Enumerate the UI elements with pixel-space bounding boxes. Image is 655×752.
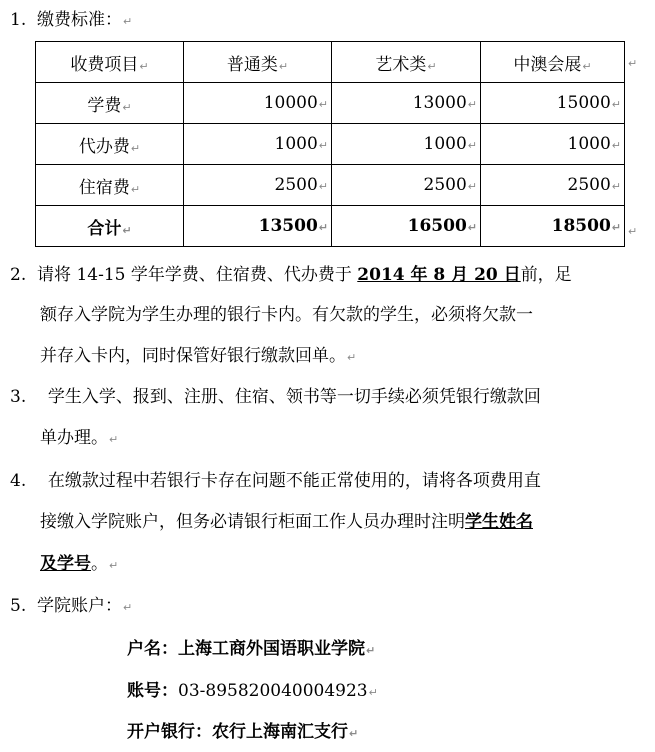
table-cell: 16500↵ — [332, 206, 481, 247]
section-2-line-2: 额存入学院为学生办理的银行卡内。有欠款的学生，必须将欠款一 — [40, 305, 533, 325]
table-header-cell: 中澳会展↵ — [481, 42, 625, 83]
section-1-title: 缴费标准： — [37, 10, 123, 30]
section-1-heading — [10, 9, 132, 33]
student-id-emphasis: 及学号 — [40, 554, 91, 574]
table-header-cell: 收费项目↵ — [36, 42, 184, 83]
account-name-line — [127, 638, 375, 662]
student-name-emphasis: 学生姓名 — [465, 512, 533, 532]
paragraph-mark-icon: ↵ — [347, 351, 357, 364]
account-bank-line — [127, 721, 358, 745]
section-3-line-2: 单办理。↵ — [40, 428, 119, 448]
table-cell: 2500↵ — [332, 165, 481, 206]
paragraph-mark-icon: ↵ — [123, 15, 133, 28]
section-2-text: 请将 14-15 学年学费、住宿费、代办费于 — [37, 265, 352, 285]
table-header-cell: 普通类↵ — [184, 42, 332, 83]
section-4-line-3: 及学号。↵ — [40, 554, 119, 574]
table-header-row — [36, 42, 625, 83]
table-row — [36, 165, 625, 206]
table-cell: 18500↵ — [481, 206, 625, 247]
section-2-number: 2. — [10, 265, 27, 285]
section-2-line-3: 并存入卡内，同时保管好银行缴款回单。↵ — [40, 346, 357, 366]
table-cell: 1000↵ — [332, 124, 481, 165]
account-number-line — [127, 680, 378, 704]
account-bank-label: 开户银行： — [127, 722, 212, 742]
account-name-label: 户名： — [127, 639, 178, 659]
account-number-value: 03-895820040004923 — [178, 681, 368, 701]
table-row — [36, 83, 625, 124]
table-row — [36, 124, 625, 165]
section-4-number: 4. — [10, 471, 27, 491]
section-5-title: 学院账户： — [37, 596, 123, 616]
section-2-text: 前，足 — [520, 265, 572, 285]
table-row-label: 合计↵ — [36, 206, 184, 247]
section-3-number: 3. — [10, 387, 27, 407]
section-4-line-1: 4. 在缴款过程中若银行卡存在问题不能正常使用的，请将各项费用直 — [10, 471, 541, 491]
table-row-label: 学费↵ — [36, 83, 184, 124]
section-2-line-1 — [10, 264, 572, 286]
account-name-value: 上海工商外国语职业学院 — [178, 639, 365, 659]
table-cell: 2500↵ — [184, 165, 332, 206]
account-bank-value: 农行上海南汇支行 — [212, 722, 348, 742]
section-5-heading — [10, 595, 132, 619]
table-cell: 13000↵ — [332, 83, 481, 124]
paragraph-mark-icon: ↵ — [349, 727, 359, 740]
paragraph-mark-icon: ↵ — [368, 686, 378, 699]
table-cell: 15000↵ — [481, 83, 625, 124]
paragraph-mark-icon: ↵ — [109, 433, 119, 446]
table-cell: 13500↵ — [184, 206, 332, 247]
paragraph-mark-icon: ↵ — [628, 225, 638, 238]
fee-table — [35, 41, 625, 247]
table-header-cell: 艺术类↵ — [332, 42, 481, 83]
table-cell: 1000↵ — [184, 124, 332, 165]
table-total-row — [36, 206, 625, 247]
table-cell: 2500↵ — [481, 165, 625, 206]
payment-deadline: 2014 年 8 月 20 日 — [357, 265, 521, 285]
paragraph-mark-icon: ↵ — [109, 559, 119, 572]
paragraph-mark-icon: ↵ — [366, 644, 376, 657]
paragraph-mark-icon: ↵ — [123, 601, 133, 614]
account-number-label: 账号： — [127, 681, 178, 701]
table-row-label: 代办费↵ — [36, 124, 184, 165]
table-row-label: 住宿费↵ — [36, 165, 184, 206]
table-cell: 1000↵ — [481, 124, 625, 165]
table-cell: 10000↵ — [184, 83, 332, 124]
section-4-line-2: 接缴入学院账户，但务必请银行柜面工作人员办理时注明学生姓名 — [40, 512, 533, 532]
section-5-number: 5. — [10, 596, 27, 616]
section-3-line-1: 3. 学生入学、报到、注册、住宿、领书等一切手续必须凭银行缴款回 — [10, 387, 541, 407]
section-1-number: 1. — [10, 10, 27, 30]
paragraph-mark-icon: ↵ — [628, 57, 638, 70]
